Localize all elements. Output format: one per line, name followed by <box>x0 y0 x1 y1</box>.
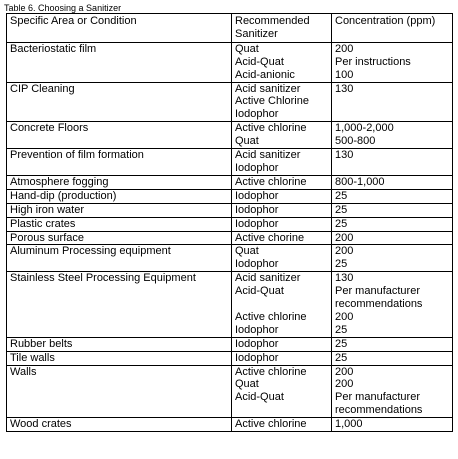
cell-sanitizer <box>232 245 332 272</box>
concentration-line: 25 <box>335 189 348 202</box>
sanitizer-line: Acid-Quat <box>235 55 284 68</box>
cell-area: Concrete Floors <box>7 122 232 149</box>
sanitizer-line: Acid sanitizer <box>235 149 301 162</box>
table-row <box>7 175 453 189</box>
concentration-line: Per manufacturer <box>335 391 420 404</box>
cell-area: Prevention of film formation <box>7 149 232 176</box>
cell-concentration <box>332 149 453 176</box>
cell-area: Hand-dip (production) <box>7 189 232 203</box>
table-body <box>7 42 453 431</box>
cell-area: Tile walls <box>7 351 232 365</box>
cell-concentration <box>332 217 453 231</box>
header-area: Specific Area or Condition <box>7 14 232 43</box>
sanitizer-table <box>6 13 453 432</box>
cell-concentration <box>332 418 453 432</box>
sanitizer-line: Acid sanitizer <box>235 272 301 285</box>
cell-concentration <box>332 189 453 203</box>
cell-concentration <box>332 365 453 418</box>
table-row <box>7 42 453 82</box>
concentration-line: 130 <box>335 82 354 95</box>
sanitizer-line: Quat <box>235 245 259 258</box>
cell-area: Stainless Steel Processing Equipment <box>7 272 232 338</box>
concentration-line: 25 <box>335 351 348 364</box>
cell-area: Porous surface <box>7 231 232 245</box>
cell-sanitizer <box>232 203 332 217</box>
sanitizer-line: Acid sanitizer <box>235 82 301 95</box>
sanitizer-line: Acid-Quat <box>235 391 284 404</box>
table-row <box>7 149 453 176</box>
table-row <box>7 203 453 217</box>
table-row <box>7 337 453 351</box>
cell-concentration <box>332 231 453 245</box>
sanitizer-line: Iodophor <box>235 337 279 350</box>
concentration-line: 100 <box>335 68 354 81</box>
concentration-line: 200 <box>335 378 354 391</box>
cell-sanitizer <box>232 351 332 365</box>
cell-sanitizer <box>232 365 332 418</box>
concentration-line: recommendations <box>335 404 423 417</box>
cell-concentration <box>332 351 453 365</box>
cell-sanitizer <box>232 82 332 122</box>
cell-area: CIP Cleaning <box>7 82 232 122</box>
concentration-line: 200 <box>335 231 354 244</box>
cell-concentration <box>332 337 453 351</box>
sanitizer-line: Iodophor <box>235 189 279 202</box>
cell-sanitizer <box>232 337 332 351</box>
concentration-line: 200 <box>335 310 354 323</box>
cell-sanitizer <box>232 149 332 176</box>
sanitizer-line: Iodophor <box>235 203 279 216</box>
cell-area: Rubber belts <box>7 337 232 351</box>
sanitizer-line: Quat <box>235 135 259 148</box>
sanitizer-line: Iodophor <box>235 217 279 230</box>
table-row <box>7 418 453 432</box>
cell-area: Walls <box>7 365 232 418</box>
cell-area: Bacteriostatic film <box>7 42 232 82</box>
table-row <box>7 365 453 418</box>
concentration-line: 25 <box>335 258 348 271</box>
cell-concentration <box>332 42 453 82</box>
concentration-line: 25 <box>335 203 348 216</box>
table-header-row <box>7 14 453 43</box>
sanitizer-line: Iodophor <box>235 258 279 271</box>
table-row <box>7 122 453 149</box>
sanitizer-line: Iodophor <box>235 161 279 174</box>
cell-concentration <box>332 82 453 122</box>
sanitizer-line <box>235 298 328 311</box>
sanitizer-line: Iodophor <box>235 108 279 121</box>
sanitizer-line: Iodophor <box>235 323 279 336</box>
concentration-line: 25 <box>335 337 348 350</box>
sanitizer-line: Acid-Quat <box>235 285 284 298</box>
cell-sanitizer <box>232 217 332 231</box>
sanitizer-line: Acid-anionic <box>235 68 295 81</box>
concentration-line: 130 <box>335 272 354 285</box>
sanitizer-line: Quat <box>235 42 259 55</box>
cell-concentration <box>332 272 453 338</box>
cell-sanitizer <box>232 189 332 203</box>
concentration-line: 500-800 <box>335 135 376 148</box>
cell-area: Atmosphere fogging <box>7 175 232 189</box>
concentration-line: 1,000 <box>335 418 363 431</box>
sanitizer-line: Active chlorine <box>235 175 307 188</box>
table-row <box>7 189 453 203</box>
header-concentration: Concentration (ppm) <box>332 14 453 43</box>
concentration-line: Per manufacturer <box>335 285 420 298</box>
cell-concentration <box>332 245 453 272</box>
concentration-line: 25 <box>335 217 348 230</box>
sanitizer-line: Quat <box>235 378 259 391</box>
concentration-line: 200 <box>335 42 354 55</box>
cell-sanitizer <box>232 175 332 189</box>
table-row <box>7 245 453 272</box>
sanitizer-line: Active chlorine <box>235 418 307 431</box>
sanitizer-line: Active chlorine <box>235 365 307 378</box>
table-caption: Table 6. Choosing a Sanitizer <box>4 3 122 13</box>
sanitizer-line: Active Chlorine <box>235 95 309 108</box>
cell-sanitizer <box>232 231 332 245</box>
sanitizer-line: Active chorine <box>235 231 305 244</box>
table-row <box>7 351 453 365</box>
concentration-line: 800-1,000 <box>335 175 385 188</box>
header-sanitizer-line: Recommended <box>235 15 310 27</box>
concentration-line: 200 <box>335 365 354 378</box>
sanitizer-line: Iodophor <box>235 351 279 364</box>
concentration-line: recommendations <box>335 298 423 311</box>
table-row <box>7 231 453 245</box>
concentration-line: 130 <box>335 149 354 162</box>
cell-concentration <box>332 122 453 149</box>
concentration-line: 25 <box>335 323 348 336</box>
concentration-line: Per instructions <box>335 55 411 68</box>
cell-concentration <box>332 203 453 217</box>
table-row <box>7 272 453 338</box>
cell-sanitizer <box>232 42 332 82</box>
cell-sanitizer <box>232 272 332 338</box>
header-sanitizer <box>232 14 332 43</box>
sanitizer-line: Active chlorine <box>235 310 307 323</box>
table-row <box>7 217 453 231</box>
cell-concentration <box>332 175 453 189</box>
cell-area: Wood crates <box>7 418 232 432</box>
concentration-line: 1,000-2,000 <box>335 122 394 135</box>
cell-sanitizer <box>232 122 332 149</box>
cell-area: High iron water <box>7 203 232 217</box>
header-sanitizer-line: Sanitizer <box>235 27 278 40</box>
cell-sanitizer <box>232 418 332 432</box>
table-row <box>7 82 453 122</box>
sanitizer-line: Active chlorine <box>235 122 307 135</box>
concentration-line: 200 <box>335 245 354 258</box>
cell-area: Plastic crates <box>7 217 232 231</box>
cell-area: Aluminum Processing equipment <box>7 245 232 272</box>
